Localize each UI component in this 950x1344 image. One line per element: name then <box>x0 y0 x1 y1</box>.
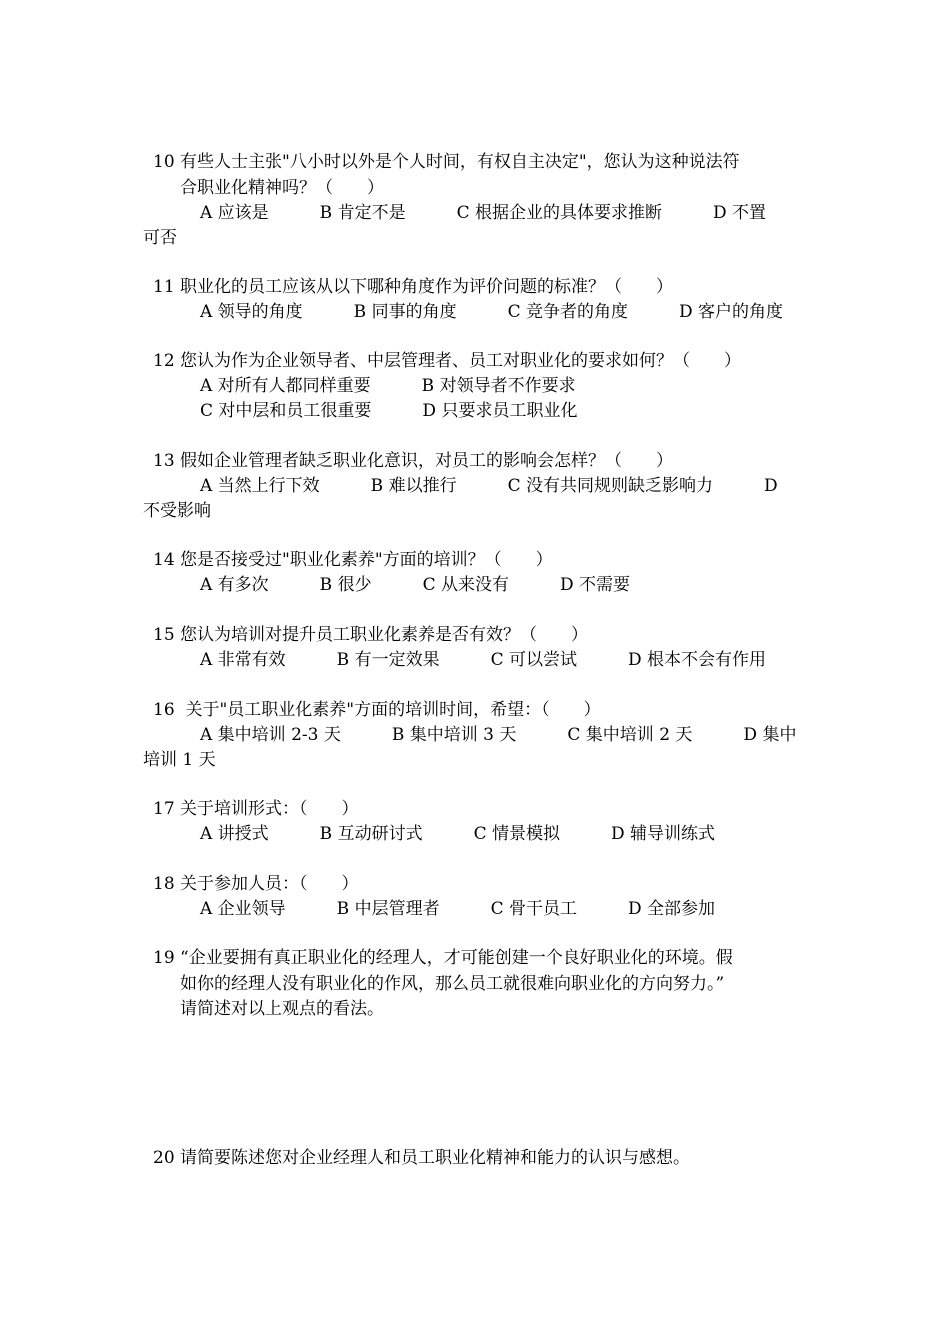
question-17 <box>153 797 359 821</box>
question-number: 15 <box>153 625 175 645</box>
question-text: 关于培训形式：（ ） <box>180 799 359 819</box>
question-19-text-cont2: 请简述对以上观点的看法。 <box>180 999 384 1019</box>
question-16-options: A 集中培训 2-3 天 B 集中培训 3 天 C 集中培训 2 天 D 集中 <box>200 725 797 745</box>
question-number: 18 <box>153 874 175 894</box>
question-number: 16 <box>153 700 175 720</box>
question-13-options-cont: 不受影响 <box>143 501 211 521</box>
question-15 <box>153 623 588 647</box>
question-text: 职业化的员工应该从以下哪种角度作为评价问题的标准？（ ） <box>180 277 674 297</box>
question-text: 您是否接受过"职业化素养"方面的培训？（ ） <box>180 550 553 570</box>
question-14 <box>153 548 553 572</box>
question-17-options: A 讲授式 B 互动研讨式 C 情景模拟 D 辅导训练式 <box>200 824 716 844</box>
question-10-options: A 应该是 B 肯定不是 C 根据企业的具体要求推断 D 不置 <box>200 203 767 223</box>
question-10-text-cont: 合职业化精神吗？（ ） <box>180 178 384 198</box>
question-number: 13 <box>153 451 175 471</box>
question-10 <box>153 150 740 174</box>
question-19-text-cont: 如你的经理人没有职业化的作风，那么员工就很难向职业化的方向努力。” <box>180 974 725 994</box>
question-number: 20 <box>153 1148 175 1168</box>
question-18-options: A 企业领导 B 中层管理者 C 骨干员工 D 全部参加 <box>200 899 716 919</box>
question-20 <box>153 1146 690 1170</box>
question-number: 11 <box>153 277 175 297</box>
question-10-options-cont: 可否 <box>143 228 177 248</box>
question-12-options-cont: C 对中层和员工很重要 D 只要求员工职业化 <box>200 401 578 421</box>
question-18 <box>153 872 359 896</box>
question-text: 您认为培训对提升员工职业化素养是否有效？（ ） <box>180 625 589 645</box>
question-12 <box>153 349 741 373</box>
question-number: 19 <box>153 948 175 968</box>
question-16 <box>153 698 601 722</box>
question-text: 关于"员工职业化素养"方面的培训时间，希望：（ ） <box>180 700 601 720</box>
question-text: 关于参加人员：（ ） <box>180 874 359 894</box>
question-text: 假如企业管理者缺乏职业化意识，对员工的影响会怎样？（ ） <box>180 451 674 471</box>
question-11-options: A 领导的角度 B 同事的角度 C 竞争者的角度 D 客户的角度 <box>200 302 784 322</box>
question-15-options: A 非常有效 B 有一定效果 C 可以尝试 D 根本不会有作用 <box>200 650 767 670</box>
question-number: 10 <box>153 152 175 172</box>
question-11 <box>153 275 673 299</box>
question-12-options: A 对所有人都同样重要 B 对领导者不作要求 <box>200 376 576 396</box>
question-number: 17 <box>153 799 175 819</box>
question-number: 14 <box>153 550 175 570</box>
question-text: 请简要陈述您对企业经理人和员工职业化精神和能力的认识与感想。 <box>180 1148 691 1168</box>
question-14-options: A 有多次 B 很少 C 从来没有 D 不需要 <box>200 575 631 595</box>
question-number: 12 <box>153 351 175 371</box>
question-16-options-cont: 培训 1 天 <box>143 750 216 770</box>
question-text: 您认为作为企业领导者、中层管理者、员工对职业化的要求如何？（ ） <box>180 351 742 371</box>
question-text: 有些人士主张"八小时以外是个人时间，有权自主决定"，您认为这种说法符 <box>180 152 740 172</box>
question-19 <box>153 946 733 970</box>
question-13-options: A 当然上行下效 B 难以推行 C 没有共同规则缺乏影响力 D <box>200 476 778 496</box>
question-13 <box>153 449 673 473</box>
question-text: “企业要拥有真正职业化的经理人，才可能创建一个良好职业化的环境。假 <box>180 948 733 968</box>
